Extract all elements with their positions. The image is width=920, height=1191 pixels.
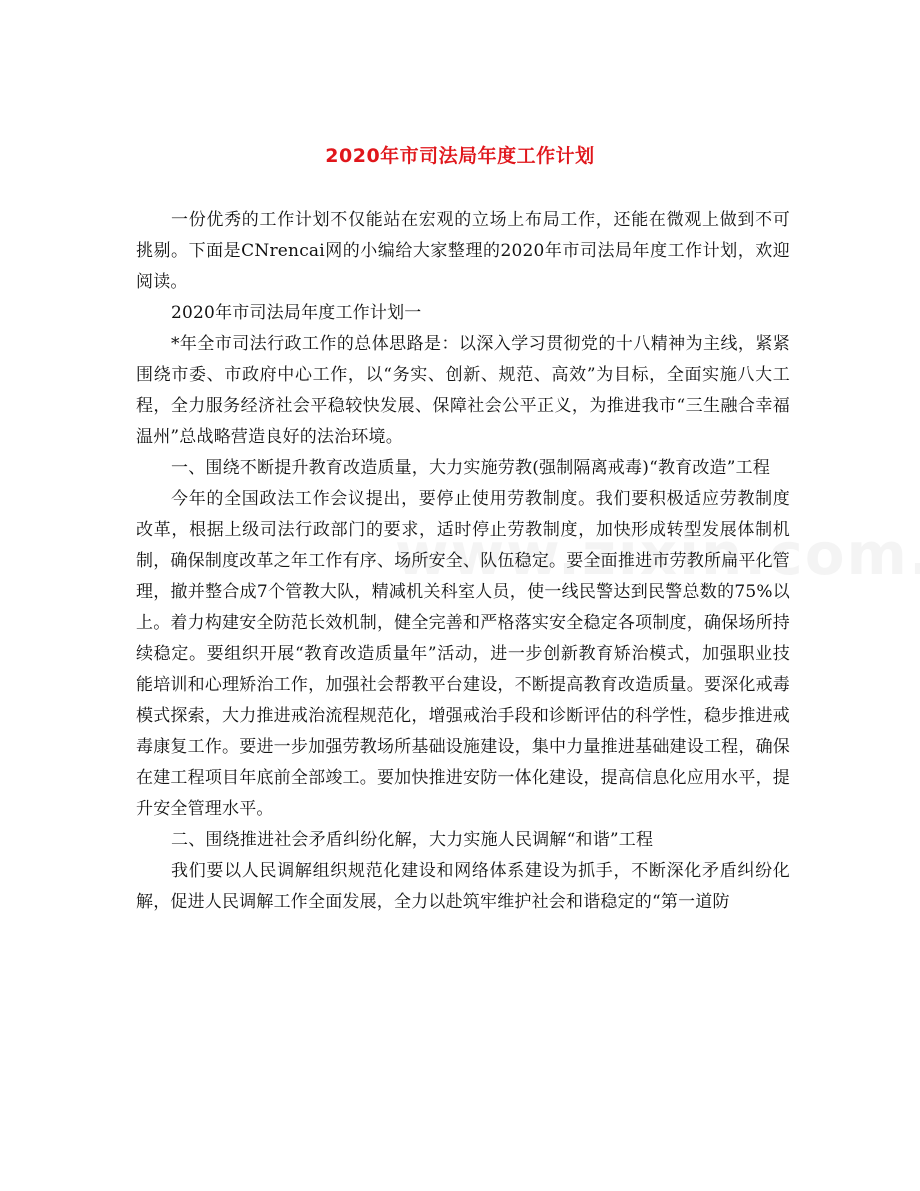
section-heading-one: 一、围绕不断提升教育改造质量，大力实施劳教(强制隔离戒毒)“教育改造”工程 [171,458,771,478]
section-one-paragraph: 今年的全国政法工作会议提出，要停止使用劳教制度。我们要积极适应劳教制度改革，根据上级司法行政部门的要求，适时停止劳教制度，加快形成转型发展体制机制，确保制度改革之年工作有序、场所安全、队伍稳定。要全面推进市劳教所扁平化管理，撤并整合成7个管教大队，精减机关科室人员，使一线民警达到民警总数的75%以上。着力构建安全防范长效机制，健全完善和严格落实安全稳定各项制度，确保场所持续稳定。要组织开展“教育改造质量年”活动，进一步创新教育矫治模式，加强职业技能培训和心理矫治工作，加强社会帮教平台建设，不断提高教育改造质量。要深化戒毒模式探索，大力推进戒治流程规范化，增强戒治手段和诊断评估的科学性，稳步推进戒毒康复工作。要进一步加强劳教场所基础设施建设，集中力量推进基础建设工程，确保在建工程项目年底前全部竣工。要加快推进安防一体化建设，提高信息化应用水平，提升安全管理水平。 [136,489,790,819]
section-heading-plan-one: 2020年市司法局年度工作计划一 [171,303,422,323]
document-title: 2020年市司法局年度工作计划 [325,144,595,167]
overall-approach-paragraph: *年全市司法行政工作的总体思路是：以深入学习贯彻党的十八精神为主线，紧紧围绕市委、市政府中心工作，以“务实、创新、规范、高效”为目标，全面实施八大工程，全力服务经济社会平稳较快发展、保障社会公平正义，为推进我市“三生融合幸福温州”总战略营造良好的法治环境。 [136,334,790,447]
section-two-paragraph: 我们要以人民调解组织规范化建设和网络体系建设为抓手，不断深化矛盾纠纷化解，促进人民调解工作全面发展，全力以赴筑牢维护社会和谐稳定的“第一道防 [136,861,790,912]
document-body [136,205,790,918]
intro-paragraph: 一份优秀的工作计划不仅能站在宏观的立场上布局工作，还能在微观上做到不可挑剔。下面是CNrencai网的小编给大家整理的2020年市司法局年度工作计划，欢迎阅读。 [136,210,790,292]
section-heading-two: 二、围绕推进社会矛盾纠纷化解，大力实施人民调解“和谐”工程 [171,830,654,850]
